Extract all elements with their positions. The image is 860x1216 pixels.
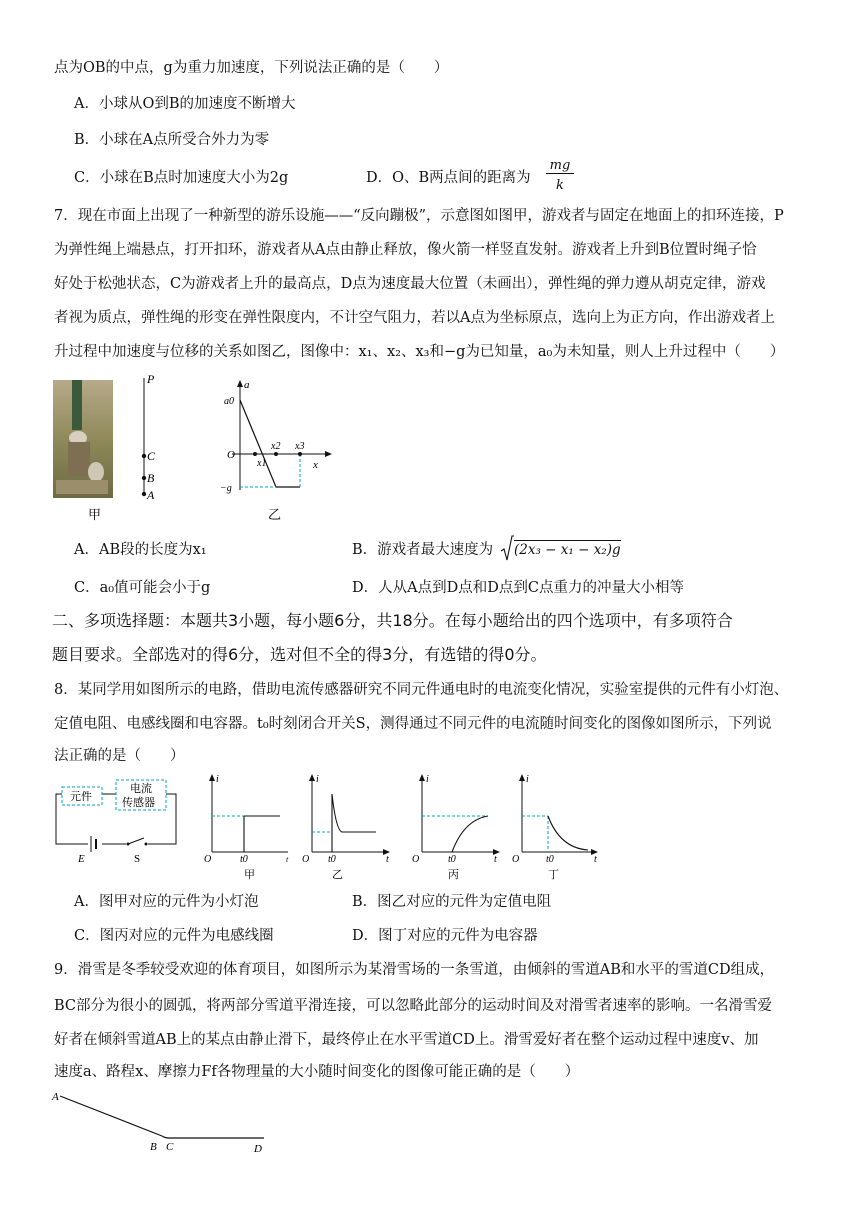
switch-label: S [134, 853, 141, 865]
q6-fraction-numerator: mg [546, 158, 574, 174]
slope-label-c: C [166, 1141, 174, 1153]
slope-label-d: D [254, 1143, 262, 1155]
slope-label-b: B [150, 1141, 157, 1153]
q9-ski-slope-diagram [48, 1090, 278, 1160]
emf-label: E [78, 853, 85, 865]
x3-label: x3 [295, 441, 305, 452]
q8-option-b: B．图乙对应的元件为定值电阻 [352, 894, 552, 910]
q7-line-5: 升过程中加速度与位移的关系如图乙，图像中：x₁、x₂、x₃和−g为已知量，a₀为未知量，则人上升过程中（ ） [54, 344, 785, 360]
neg-g-label: −g [220, 483, 232, 494]
axis-x-label: x [313, 459, 318, 471]
q8-line-1: 8．某同学用如图所示的电路，借助电流传感器研究不同元件通电时的电流变化情况，实验室提供的元件有小灯泡、 [54, 682, 789, 698]
graph-yi [302, 774, 390, 881]
q7-line-4: 者视为质点，弹性绳的形变在弹性限度内，不计空气阻力，若以A点为坐标原点，选向上为正方向，作出游戏者上 [54, 310, 775, 326]
q7-option-d: D．人从A点到D点和D点到C点重力的冲量大小相等 [352, 580, 684, 596]
q7-option-b: B．游戏者最大速度为 [352, 542, 494, 558]
svg-text:t0: t0 [328, 854, 336, 865]
q7-option-c: C．a₀值可能会小于g [74, 580, 211, 596]
axis-a-label: a [244, 379, 250, 391]
graph-bing [412, 774, 500, 881]
label-a: A [147, 488, 155, 502]
q7-line-3: 好处于松弛状态，C为游戏者上升的最高点，D点为速度最大位置（未画出），弹性绳的弹力遵从胡克定律，游戏 [54, 276, 766, 292]
slope-label-a: A [52, 1091, 59, 1103]
x2-label: x2 [271, 441, 281, 452]
q8-it-graphs [198, 772, 618, 884]
sqrt-sign-icon [500, 534, 514, 564]
caption-jia: 甲 [88, 507, 102, 522]
q8-option-a: A．图甲对应的元件为小灯泡 [74, 894, 259, 910]
q6-option-a: A．小球从O到B的加速度不断增大 [74, 96, 296, 112]
q7-option-b-formula: (2x₃ − x₁ − x₂)g [514, 542, 621, 558]
svg-text:乙: 乙 [332, 869, 343, 881]
svg-text:i: i [526, 774, 529, 785]
svg-text:甲: 甲 [244, 869, 255, 881]
graph-ding [512, 774, 598, 881]
q6-option-c: C．小球在B点时加速度大小为2g [74, 170, 289, 186]
q9-line-1: 9．滑雪是冬季较受欢迎的体育项目，如图所示为某滑雪场的一条雪道，由倾斜的雪道AB和水平的雪道CD组成， [54, 962, 775, 978]
svg-text:O: O [412, 854, 420, 865]
svg-text:t: t [286, 855, 289, 864]
svg-text:t0: t0 [546, 854, 554, 865]
svg-text:O: O [204, 854, 212, 865]
q7-figure-jia [50, 372, 170, 522]
svg-text:i: i [426, 774, 429, 785]
q8-line-2: 定值电阻、电感线圈和电容器。t₀时刻闭合开关S，测得通过不同元件的电流随时间变化的图像如图所示，下列说 [54, 716, 772, 732]
q7-line-2: 为弹性绳上端悬点，打开扣环，游戏者从A点由静止释放，像火箭一样竖直发射。游戏者上升到B位置时绳子恰 [54, 242, 757, 258]
svg-text:t: t [386, 854, 389, 865]
caption-yi: 乙 [268, 507, 282, 522]
q7-line-1: 7．现在市面上出现了一种新型的游乐设施——“反向蹦极”，示意图如图甲，游戏者与固定在地面上的扣环连接，P [54, 208, 784, 224]
svg-text:t: t [494, 854, 497, 865]
svg-text:丙: 丙 [448, 869, 459, 881]
q6-option-b: B．小球在A点所受合外力为零 [74, 132, 270, 148]
label-c: C [147, 449, 156, 463]
q7-figure-yi [218, 378, 338, 524]
svg-text:i: i [316, 774, 319, 785]
q9-line-3: 好者在倾斜雪道AB上的某点由静止滑下，最终停止在水平雪道CD上。滑雪爱好者在整个运动过程中速度v、加 [54, 1032, 759, 1048]
svg-text:t0: t0 [240, 854, 248, 865]
q8-circuit-diagram [48, 776, 188, 866]
svg-text:O: O [302, 854, 310, 865]
sensor-label-2: 传感器 [122, 797, 155, 809]
section2-line-2: 题目要求。全部选对的得6分，选对但不全的得3分，有选错的得0分。 [52, 645, 547, 664]
svg-text:丁: 丁 [548, 869, 559, 881]
section2-line-1: 二、多项选择题：本题共3小题，每小题6分，共18分。在每小题给出的四个选项中，有多项符合 [52, 611, 733, 630]
q6-fraction-denominator: k [556, 178, 564, 193]
q8-option-d: D．图丁对应的元件为电容器 [352, 928, 538, 944]
sensor-label-1: 电流 [130, 783, 152, 795]
a0-label: a0 [224, 396, 234, 407]
q6-intro: 点为OB的中点，g为重力加速度，下列说法正确的是（ ） [54, 60, 449, 76]
x1-label: x1 [257, 458, 267, 469]
q9-line-4: 速度a、路程x、摩擦力Ff各物理量的大小随时间变化的图像可能正确的是（ ） [54, 1064, 580, 1080]
graph-jia [204, 774, 289, 881]
element-label: 元件 [70, 791, 92, 803]
label-p: P [147, 372, 155, 386]
q6-option-d: D．O、B两点间的距离为 [366, 170, 531, 186]
svg-text:i: i [216, 774, 219, 785]
svg-text:O: O [512, 854, 520, 865]
svg-text:t0: t0 [448, 854, 456, 865]
q9-line-2: BC部分为很小的圆弧，将两部分雪道平滑连接，可以忽略此部分的运动时间及对滑雪者速率的影响。一名滑雪爱 [54, 998, 773, 1014]
q7-option-a: A．AB段的长度为x₁ [74, 542, 207, 558]
q8-line-3: 法正确的是（ ） [54, 748, 185, 764]
label-b: B [147, 471, 155, 485]
svg-text:t: t [594, 854, 597, 865]
origin-label: O [227, 449, 235, 461]
q8-option-c: C．图丙对应的元件为电感线圈 [74, 928, 274, 944]
